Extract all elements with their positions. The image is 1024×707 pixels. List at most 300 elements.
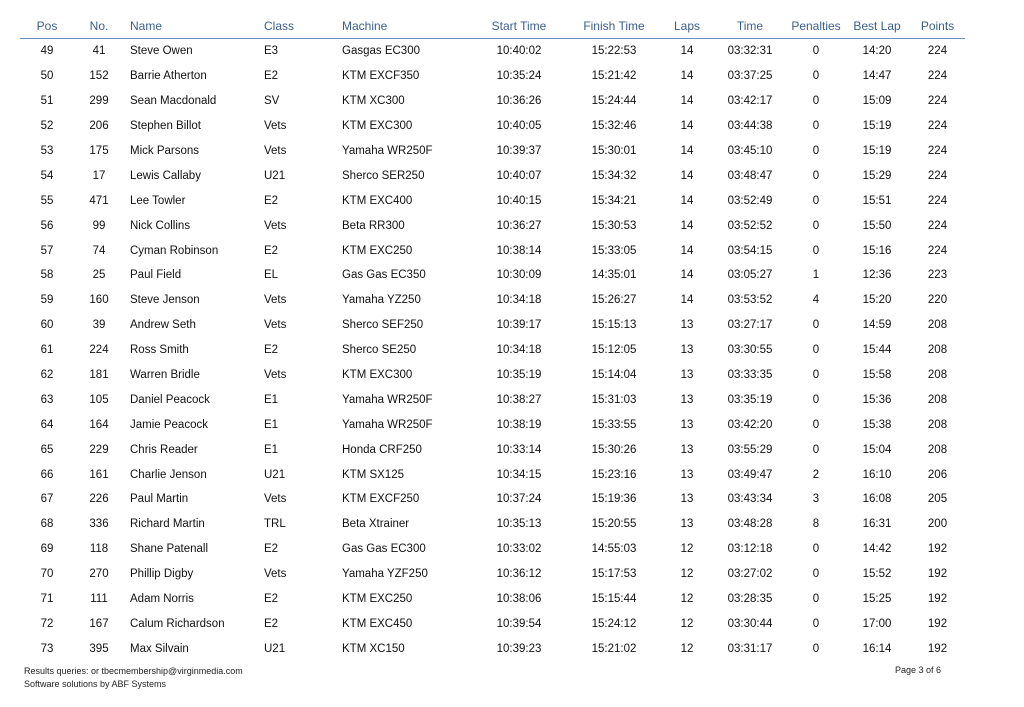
cell-class: EL: [264, 269, 279, 282]
table-row: [20, 412, 965, 437]
cell-best-lap: 16:31: [862, 518, 892, 531]
cell-penalties: 0: [812, 319, 820, 332]
cell-name: Lewis Callaby: [130, 169, 201, 182]
cell-penalties: 0: [812, 617, 820, 630]
cell-class: Vets: [264, 219, 287, 232]
cell-no: 74: [92, 244, 106, 257]
header-best-lap: Best Lap: [844, 14, 910, 39]
cell-start-time: 10:35:19: [496, 369, 542, 382]
cell-best-lap: 15:58: [862, 369, 892, 382]
table-row: [20, 363, 965, 388]
cell-best-lap: 14:42: [862, 543, 892, 556]
cell-start-time: 10:34:15: [496, 468, 542, 481]
page-number: Page 3 of 6: [895, 665, 942, 675]
cell-points: 208: [927, 418, 948, 431]
cell-name: Ross Smith: [130, 344, 189, 357]
cell-start-time: 10:40:02: [496, 45, 542, 58]
cell-penalties: 0: [812, 244, 820, 257]
cell-class: E1: [264, 393, 279, 406]
table-row: [20, 313, 965, 338]
cell-machine: KTM XC150: [342, 642, 405, 655]
cell-pos: 52: [40, 120, 54, 133]
cell-penalties: 0: [812, 344, 820, 357]
cell-time: 03:28:35: [727, 593, 773, 606]
cell-points: 208: [927, 344, 948, 357]
cell-time: 03:05:27: [727, 269, 773, 282]
cell-name: Steve Jenson: [130, 294, 200, 307]
cell-laps: 13: [680, 518, 694, 531]
cell-penalties: 0: [812, 70, 820, 83]
cell-points: 224: [927, 145, 948, 157]
cell-name: Charlie Jenson: [130, 468, 207, 481]
cell-pos: 53: [40, 145, 54, 157]
cell-machine: Honda CRF250: [342, 443, 422, 456]
cell-penalties: 0: [812, 95, 820, 108]
table-row: [20, 537, 965, 562]
cell-no: 471: [89, 194, 109, 207]
cell-machine: Gas Gas EC300: [342, 543, 426, 556]
cell-machine: Yamaha YZF250: [342, 568, 428, 581]
cell-pos: 63: [40, 393, 54, 406]
cell-points: 224: [927, 95, 948, 108]
cell-time: 03:33:35: [727, 369, 773, 382]
cell-best-lap: 12:36: [862, 269, 892, 282]
table-row: [20, 263, 965, 288]
cell-laps: 13: [680, 319, 694, 332]
cell-class: U21: [264, 642, 286, 655]
cell-finish-time: 15:24:44: [591, 95, 637, 108]
cell-class: Vets: [264, 319, 287, 332]
cell-name: Steve Owen: [130, 45, 193, 58]
cell-start-time: 10:33:14: [496, 443, 542, 456]
cell-no: 270: [89, 568, 109, 581]
table-row: [20, 387, 965, 412]
cell-machine: Beta Xtrainer: [342, 518, 410, 531]
cell-no: 226: [89, 493, 109, 506]
cell-pos: 66: [40, 468, 54, 481]
cell-class: U21: [264, 169, 286, 182]
table-header-row: [20, 14, 965, 39]
cell-best-lap: 15:19: [862, 145, 892, 157]
cell-class: Vets: [264, 369, 287, 382]
table-row: [20, 636, 965, 661]
cell-best-lap: 16:14: [862, 642, 892, 655]
cell-time: 03:42:20: [727, 418, 773, 431]
cell-pos: 71: [40, 593, 54, 606]
cell-class: Vets: [264, 120, 287, 133]
cell-finish-time: 15:15:44: [591, 593, 637, 606]
cell-best-lap: 15:52: [862, 568, 892, 581]
cell-time: 03:32:31: [727, 45, 773, 58]
cell-best-lap: 14:59: [862, 319, 892, 332]
cell-class: E2: [264, 593, 279, 606]
cell-start-time: 10:37:24: [496, 493, 542, 506]
cell-laps: 14: [680, 219, 694, 232]
table-row: [20, 213, 965, 238]
cell-machine: KTM EXC300: [342, 369, 413, 382]
cell-start-time: 10:30:09: [496, 269, 542, 282]
cell-best-lap: 15:04: [862, 443, 892, 456]
cell-finish-time: 15:21:02: [591, 642, 637, 655]
cell-name: Cyman Robinson: [130, 244, 219, 257]
cell-no: 111: [90, 593, 108, 606]
cell-laps: 13: [680, 418, 694, 431]
cell-best-lap: 15:20: [862, 294, 892, 307]
cell-penalties: 0: [812, 443, 820, 456]
results-queries-text: Results queries: or tbecmembership@virginmedia.com: [24, 666, 243, 676]
cell-name: Jamie Peacock: [130, 418, 208, 431]
cell-points: 192: [927, 642, 948, 655]
cell-time: 03:52:52: [727, 219, 773, 232]
cell-no: 167: [89, 617, 109, 630]
cell-laps: 13: [680, 369, 694, 382]
cell-machine: KTM EXC450: [342, 617, 413, 630]
cell-points: 224: [927, 219, 948, 232]
cell-penalties: 0: [812, 642, 820, 655]
cell-machine: Yamaha YZ250: [342, 294, 421, 307]
cell-finish-time: 15:30:53: [591, 219, 637, 232]
cell-time: 03:37:25: [727, 70, 773, 83]
cell-points: 205: [927, 493, 948, 506]
header-laps: Laps: [662, 14, 712, 39]
table-row: [20, 139, 965, 164]
cell-laps: 13: [680, 393, 694, 406]
results-body: [20, 39, 965, 662]
cell-no: 336: [89, 518, 109, 531]
cell-start-time: 10:40:15: [496, 194, 542, 207]
table-row: [20, 39, 965, 64]
cell-machine: KTM EXC300: [342, 120, 413, 133]
cell-machine: KTM EXC400: [342, 194, 413, 207]
results-sheet: [20, 14, 970, 661]
cell-start-time: 10:38:06: [496, 593, 542, 606]
table-row: [20, 462, 965, 487]
cell-no: 41: [92, 45, 106, 58]
cell-points: 224: [927, 45, 948, 58]
cell-no: 160: [89, 294, 109, 307]
cell-no: 152: [89, 70, 109, 83]
cell-time: 03:12:18: [727, 543, 773, 556]
header-no: No.: [74, 14, 124, 39]
cell-pos: 56: [40, 219, 54, 232]
cell-laps: 12: [680, 568, 694, 581]
cell-pos: 62: [40, 369, 54, 382]
cell-laps: 12: [680, 642, 694, 655]
cell-start-time: 10:39:37: [496, 145, 542, 157]
cell-class: U21: [264, 468, 286, 481]
cell-best-lap: 15:44: [862, 344, 892, 357]
table-row: [20, 562, 965, 587]
cell-pos: 55: [40, 194, 54, 207]
cell-name: Nick Collins: [130, 219, 191, 232]
cell-pos: 68: [40, 518, 54, 531]
cell-time: 03:48:28: [727, 518, 773, 531]
cell-pos: 51: [40, 95, 54, 108]
cell-laps: 13: [680, 493, 694, 506]
cell-no: 118: [89, 543, 109, 556]
cell-time: 03:43:34: [727, 493, 773, 506]
cell-penalties: 0: [812, 219, 820, 232]
cell-pos: 61: [40, 344, 54, 357]
cell-class: E2: [264, 194, 279, 207]
cell-laps: 14: [680, 95, 694, 108]
cell-name: Paul Field: [130, 269, 182, 282]
cell-laps: 14: [680, 269, 694, 282]
cell-class: SV: [264, 95, 280, 108]
cell-no: 206: [89, 120, 109, 133]
cell-finish-time: 15:30:26: [591, 443, 637, 456]
cell-class: E2: [264, 244, 279, 257]
cell-pos: 72: [40, 617, 54, 630]
cell-class: Vets: [264, 294, 287, 307]
cell-best-lap: 15:51: [862, 194, 892, 207]
cell-penalties: 0: [812, 593, 820, 606]
cell-pos: 54: [40, 169, 54, 182]
cell-time: 03:55:29: [727, 443, 773, 456]
cell-points: 224: [927, 169, 948, 182]
cell-finish-time: 15:33:05: [591, 244, 637, 257]
cell-machine: KTM EXCF350: [342, 70, 420, 83]
cell-pos: 57: [40, 244, 54, 257]
cell-time: 03:49:47: [727, 468, 773, 481]
cell-best-lap: 15:19: [862, 120, 892, 133]
header-finish-time: Finish Time: [566, 14, 662, 39]
cell-time: 03:44:38: [727, 120, 773, 133]
cell-points: 208: [927, 443, 948, 456]
cell-best-lap: 15:25: [862, 593, 892, 606]
header-points: Points: [910, 14, 965, 39]
cell-machine: KTM XC300: [342, 95, 405, 108]
table-row: [20, 163, 965, 188]
cell-name: Paul Martin: [130, 493, 189, 506]
cell-time: 03:45:10: [727, 145, 773, 157]
cell-laps: 14: [680, 169, 694, 182]
cell-machine: Gas Gas EC350: [342, 269, 426, 282]
table-row: [20, 238, 965, 263]
cell-points: 192: [927, 568, 948, 581]
cell-start-time: 10:36:12: [496, 568, 542, 581]
cell-class: TRL: [264, 518, 286, 531]
cell-start-time: 10:36:26: [496, 95, 542, 108]
cell-laps: 12: [680, 593, 694, 606]
cell-name: Richard Martin: [130, 518, 205, 531]
table-row: [20, 114, 965, 139]
cell-time: 03:27:02: [727, 568, 773, 581]
cell-time: 03:48:47: [727, 169, 773, 182]
cell-penalties: 0: [812, 45, 820, 58]
header-class: Class: [264, 14, 342, 39]
cell-class: E1: [264, 418, 279, 431]
cell-start-time: 10:39:17: [496, 319, 542, 332]
cell-start-time: 10:38:14: [496, 244, 542, 257]
cell-pos: 59: [40, 294, 54, 307]
cell-finish-time: 15:15:13: [591, 319, 637, 332]
header-pos: Pos: [20, 14, 74, 39]
cell-machine: Yamaha WR250F: [342, 145, 433, 157]
cell-penalties: 0: [812, 418, 820, 431]
table-row: [20, 288, 965, 313]
cell-finish-time: 15:12:05: [591, 344, 637, 357]
cell-pos: 67: [40, 493, 54, 506]
cell-no: 175: [89, 145, 109, 157]
cell-start-time: 10:38:19: [496, 418, 542, 431]
cell-class: E2: [264, 344, 279, 357]
cell-start-time: 10:34:18: [496, 294, 542, 307]
table-row: [20, 587, 965, 612]
cell-penalties: 3: [812, 493, 820, 506]
cell-name: Andrew Seth: [130, 319, 196, 332]
cell-finish-time: 15:32:46: [591, 120, 637, 133]
cell-finish-time: 15:24:12: [591, 617, 637, 630]
cell-class: Vets: [264, 145, 287, 157]
cell-machine: Sherco SE250: [342, 344, 417, 357]
cell-penalties: 4: [812, 294, 820, 307]
header-time: Time: [712, 14, 788, 39]
cell-name: Shane Patenall: [130, 543, 209, 556]
cell-start-time: 10:35:24: [496, 70, 542, 83]
cell-points: 192: [927, 593, 948, 606]
results-table: [20, 14, 965, 661]
cell-finish-time: 15:34:32: [591, 169, 637, 182]
cell-penalties: 8: [812, 518, 820, 531]
cell-pos: 64: [40, 418, 54, 431]
cell-laps: 13: [680, 443, 694, 456]
cell-points: 208: [927, 369, 948, 382]
cell-name: Phillip Digby: [130, 568, 194, 581]
cell-penalties: 2: [812, 468, 820, 481]
cell-time: 03:30:55: [727, 344, 773, 357]
cell-laps: 14: [680, 70, 694, 83]
table-row: [20, 437, 965, 462]
cell-class: E2: [264, 70, 279, 83]
cell-finish-time: 15:23:16: [591, 468, 637, 481]
cell-penalties: 0: [812, 194, 820, 207]
cell-best-lap: 14:47: [862, 70, 892, 83]
cell-machine: KTM EXC250: [342, 244, 413, 257]
cell-laps: 13: [680, 344, 694, 357]
cell-name: Warren Bridle: [130, 369, 200, 382]
cell-start-time: 10:39:54: [496, 617, 542, 630]
cell-finish-time: 15:20:55: [591, 518, 637, 531]
cell-penalties: 0: [812, 369, 820, 382]
cell-points: 223: [927, 269, 948, 282]
cell-points: 208: [927, 393, 948, 406]
cell-name: Lee Towler: [130, 194, 186, 207]
cell-machine: Yamaha WR250F: [342, 393, 433, 406]
header-start-time: Start Time: [472, 14, 566, 39]
cell-penalties: 1: [812, 269, 820, 282]
cell-machine: KTM SX125: [342, 468, 404, 481]
cell-laps: 14: [680, 194, 694, 207]
cell-time: 03:52:49: [727, 194, 773, 207]
cell-no: 99: [92, 219, 106, 232]
cell-class: E3: [264, 45, 279, 58]
cell-no: 395: [89, 642, 109, 655]
cell-pos: 65: [40, 443, 54, 456]
cell-class: Vets: [264, 568, 287, 581]
cell-time: 03:35:19: [727, 393, 773, 406]
cell-penalties: 0: [812, 145, 820, 157]
cell-points: 206: [927, 468, 948, 481]
cell-finish-time: 15:14:04: [591, 369, 637, 382]
cell-penalties: 0: [812, 568, 820, 581]
cell-no: 25: [92, 269, 106, 282]
cell-finish-time: 15:26:27: [591, 294, 637, 307]
cell-time: 03:54:15: [727, 244, 773, 257]
cell-name: Stephen Billot: [130, 120, 201, 133]
cell-pos: 60: [40, 319, 54, 332]
cell-points: 224: [927, 120, 948, 133]
cell-finish-time: 15:31:03: [591, 393, 637, 406]
cell-no: 299: [89, 95, 109, 108]
cell-no: 229: [89, 443, 109, 456]
cell-pos: 58: [40, 269, 54, 282]
cell-penalties: 0: [812, 543, 820, 556]
table-row: [20, 89, 965, 114]
cell-best-lap: 15:16: [862, 244, 892, 257]
cell-finish-time: 14:35:01: [591, 269, 637, 282]
cell-class: E2: [264, 617, 279, 630]
cell-finish-time: 15:30:01: [591, 145, 637, 157]
cell-best-lap: 15:36: [862, 393, 892, 406]
cell-finish-time: 15:19:36: [591, 493, 637, 506]
cell-finish-time: 15:17:53: [591, 568, 637, 581]
cell-laps: 14: [680, 145, 694, 157]
cell-finish-time: 14:55:03: [591, 543, 637, 556]
cell-finish-time: 15:22:53: [591, 45, 637, 58]
cell-machine: Gasgas EC300: [342, 45, 420, 58]
cell-laps: 14: [680, 294, 694, 307]
cell-machine: Sherco SEF250: [342, 319, 424, 332]
cell-laps: 13: [680, 468, 694, 481]
cell-name: Mick Parsons: [130, 145, 200, 157]
cell-best-lap: 17:00: [862, 617, 892, 630]
cell-time: 03:53:52: [727, 294, 773, 307]
cell-class: Vets: [264, 493, 287, 506]
cell-best-lap: 15:29: [862, 169, 892, 182]
footer-info: [24, 665, 243, 691]
cell-points: 192: [927, 543, 948, 556]
cell-pos: 73: [40, 642, 54, 655]
cell-start-time: 10:39:23: [496, 642, 542, 655]
cell-best-lap: 16:08: [862, 493, 892, 506]
cell-machine: Yamaha WR250F: [342, 418, 433, 431]
table-row: [20, 64, 965, 89]
table-row: [20, 487, 965, 512]
table-row: [20, 338, 965, 363]
cell-no: 105: [89, 393, 109, 406]
cell-time: 03:31:17: [727, 642, 773, 655]
cell-laps: 14: [680, 120, 694, 133]
header-machine: Machine: [342, 14, 472, 39]
cell-points: 200: [927, 518, 948, 531]
cell-laps: 14: [680, 244, 694, 257]
cell-penalties: 0: [812, 120, 820, 133]
cell-penalties: 0: [812, 169, 820, 182]
table-row: [20, 611, 965, 636]
cell-class: E2: [264, 543, 279, 556]
cell-best-lap: 16:10: [862, 468, 892, 481]
cell-start-time: 10:38:27: [496, 393, 542, 406]
cell-start-time: 10:33:02: [496, 543, 542, 556]
cell-best-lap: 15:50: [862, 219, 892, 232]
cell-name: Barrie Atherton: [130, 70, 207, 83]
cell-best-lap: 15:09: [862, 95, 892, 108]
cell-name: Adam Norris: [130, 593, 194, 606]
cell-name: Chris Reader: [130, 443, 198, 456]
software-credit-text: Software solutions by ABF Systems: [24, 679, 167, 689]
cell-name: Max Silvain: [130, 642, 189, 655]
